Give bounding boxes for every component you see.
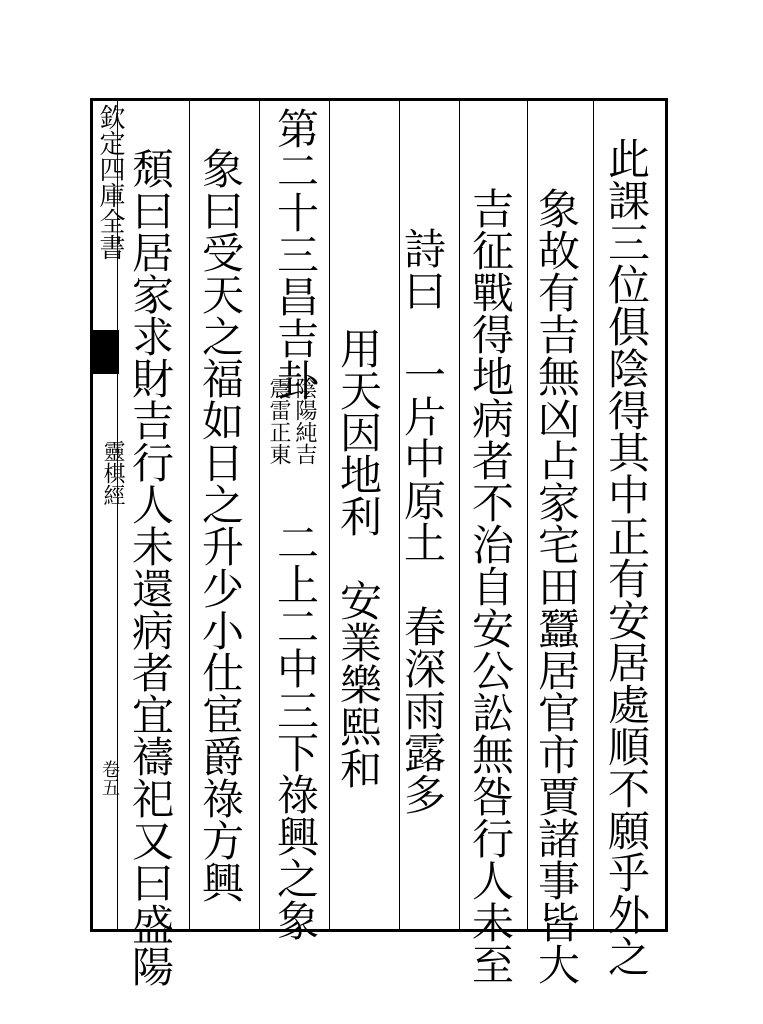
divider — [527, 101, 528, 929]
page-number: 卷五 — [99, 760, 120, 796]
text-column-8: 頹曰居家求財吉行人未還病者宜禱祀又曰盛陽 — [126, 147, 175, 987]
text-column-4: 詩曰 一片中原土 春深雨露多 — [398, 227, 447, 815]
gua-note-right: 陰陽純吉 — [292, 377, 317, 465]
text-column-5: 用天因地利 安業樂熙和 — [334, 327, 383, 789]
gua-continuation: 二上二中三下祿興之象 — [271, 521, 320, 941]
divider — [189, 101, 190, 929]
gua-title: 第二十三昌吉卦 — [271, 107, 320, 401]
collection-title: 欽定四庫全書 — [95, 104, 125, 260]
divider — [459, 101, 460, 929]
text-frame — [90, 98, 668, 987]
divider — [259, 101, 260, 929]
text-column-2: 象故有吉無凶占家宅田蠶居官市賈諸事皆大 — [532, 187, 581, 985]
gua-title-column — [265, 107, 325, 401]
text-column-1: 此課三位俱陰得其中正有安居處順不願乎外之 — [602, 137, 651, 977]
divider — [593, 101, 594, 929]
divider — [117, 101, 118, 929]
divider — [329, 101, 330, 929]
text-column-7: 象曰受天之福如日之升少小仕宦爵祿方興 — [196, 147, 245, 903]
text-column-3: 吉征戰得地病者不治自安公訟無咎行人未至 — [466, 187, 515, 985]
book-title: 靈棋經 — [100, 440, 125, 506]
gua-note-left: 震雷正東 — [266, 377, 291, 465]
